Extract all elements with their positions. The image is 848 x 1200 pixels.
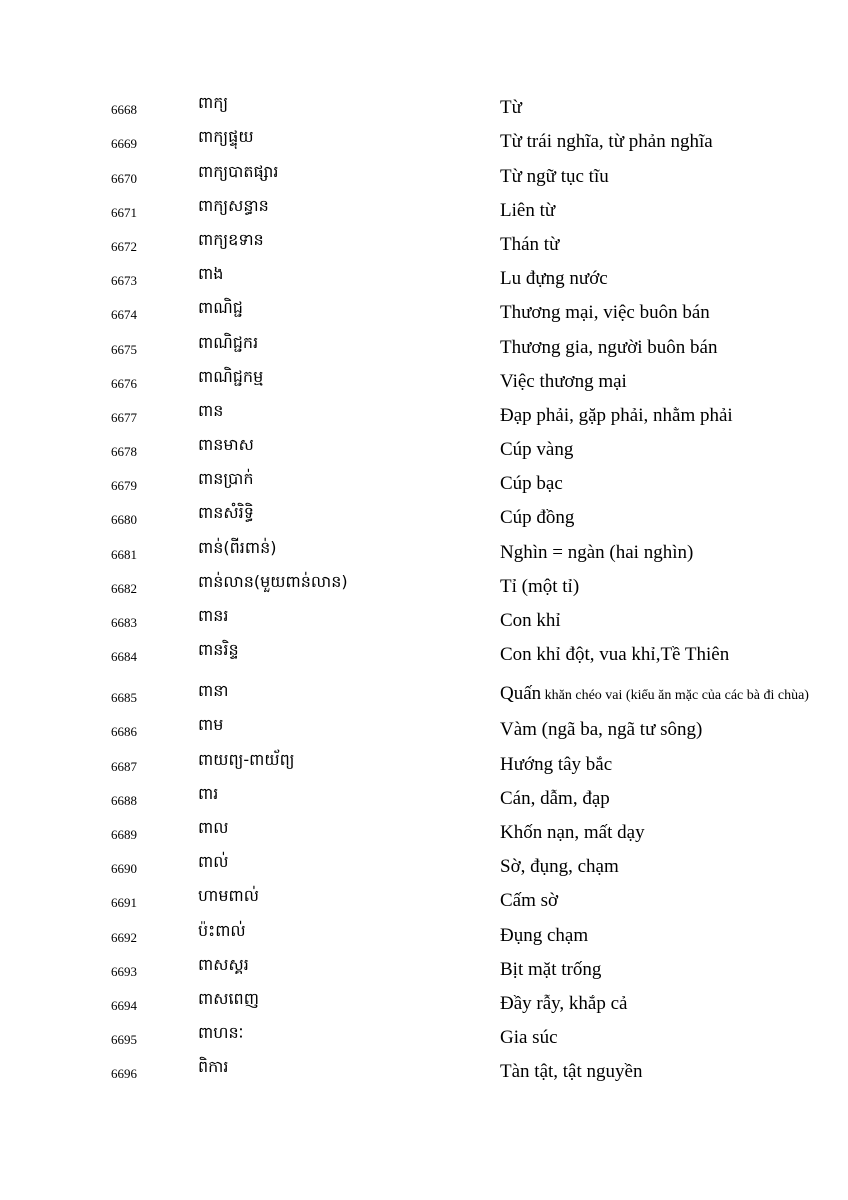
entry-list [0, 88, 848, 1086]
entry-number: 6675 [111, 341, 137, 357]
vietnamese-meaning: Cúp bạc [500, 473, 563, 495]
khmer-word: ពាង [198, 264, 224, 284]
vietnamese-meaning: Thương mại, việc buôn bán [500, 302, 710, 324]
vietnamese-meaning: Sờ, đụng, chạm [500, 856, 619, 878]
list-item [0, 744, 848, 778]
vietnamese-meaning-main: Quấn [500, 683, 542, 705]
vietnamese-meaning: Từ ngữ tục tĩu [500, 165, 609, 187]
list-item [0, 498, 848, 532]
khmer-word: ពារ [198, 783, 219, 803]
entry-number: 6679 [111, 478, 137, 494]
list-item [0, 464, 848, 498]
entry-number: 6685 [111, 690, 137, 706]
entry-number: 6676 [111, 375, 137, 391]
vietnamese-meaning: Thán từ [500, 233, 560, 255]
list-item [0, 669, 848, 710]
list-item [0, 225, 848, 259]
list-item [0, 915, 848, 949]
list-item [0, 1018, 848, 1052]
list-item [0, 191, 848, 225]
entry-number: 6687 [111, 758, 137, 774]
khmer-word: ពានមាស [198, 435, 254, 455]
list-item [0, 881, 848, 915]
entry-number: 6684 [111, 649, 137, 665]
list-item [0, 88, 848, 122]
vietnamese-meaning: Cán, dẫm, đạp [500, 787, 610, 809]
vietnamese-meaning: Liên từ [500, 199, 556, 221]
vietnamese-meaning: Vàm (ngã ba, ngã tư sông) [500, 719, 703, 741]
entry-number: 6682 [111, 580, 137, 596]
vietnamese-meaning-detail: khăn chéo vai (kiểu ăn mặc của các bà đi chùa) [541, 688, 809, 704]
entry-number: 6696 [111, 1066, 137, 1082]
khmer-word: ពាន់(ពីរពាន់) [198, 537, 277, 557]
entry-number: 6690 [111, 861, 137, 877]
entry-number: 6688 [111, 792, 137, 808]
vietnamese-meaning: Cấm sờ [500, 890, 559, 912]
vietnamese-meaning: Con khỉ [500, 610, 561, 631]
vietnamese-meaning: Con khỉ đột, vua khỉ,Tề Thiên [500, 644, 730, 666]
list-item [0, 984, 848, 1018]
vietnamese-meaning: Gia súc [500, 1027, 558, 1049]
khmer-word: ពាក្យ [198, 93, 229, 113]
khmer-word: ពាយព្យ-ពាយ័ព្យ [198, 749, 295, 769]
khmer-word: ពាម [198, 715, 224, 735]
entry-number: 6694 [111, 997, 137, 1013]
list-item [0, 430, 848, 464]
vietnamese-meaning: Nghìn = ngàn (hai nghìn) [500, 541, 694, 563]
list-item [0, 327, 848, 361]
list-item [0, 847, 848, 881]
khmer-word: ពាសពេញ [198, 988, 259, 1008]
list-item [0, 362, 848, 396]
list-item [0, 567, 848, 601]
entry-number: 6678 [111, 444, 137, 460]
khmer-word: ពាក្យបាតផ្សារ [198, 161, 279, 181]
list-item [0, 532, 848, 566]
vietnamese-meaning: Từ trái nghĩa, từ phản nghĩa [500, 131, 713, 153]
entry-number: 6686 [111, 724, 137, 740]
khmer-word: ប៉ះពាល់ [198, 920, 246, 940]
vietnamese-meaning: Tàn tật, tật nguyền [500, 1061, 643, 1083]
list-item [0, 813, 848, 847]
entry-number: 6692 [111, 929, 137, 945]
vietnamese-meaning: Đụng chạm [500, 924, 589, 946]
khmer-word: ពាក្យផ្ទុយ [198, 127, 254, 147]
list-item [0, 259, 848, 293]
vietnamese-meaning: Từ [500, 97, 522, 119]
khmer-word: ពាល់ [198, 852, 229, 872]
entry-number: 6695 [111, 1032, 137, 1048]
vietnamese-meaning: Cúp đồng [500, 507, 575, 529]
entry-number: 6670 [111, 170, 137, 186]
khmer-word: ពាន [198, 400, 224, 420]
list-item [0, 1052, 848, 1086]
vietnamese-meaning: Việc thương mại [500, 370, 627, 392]
list-item [0, 950, 848, 984]
entry-number: 6668 [111, 102, 137, 118]
khmer-word: ពានរ [198, 606, 229, 625]
khmer-word: ពាន់លាន(មួយពាន់លាន) [198, 571, 348, 591]
entry-number: 6691 [111, 895, 137, 911]
vietnamese-meaning: Thương gia, người buôn bán [500, 336, 718, 358]
khmer-word: ពានរិន្ទ [198, 640, 239, 660]
list-item [0, 156, 848, 190]
entry-number: 6681 [111, 546, 137, 562]
khmer-word: ពាហនៈ [198, 1023, 244, 1043]
list-item [0, 122, 848, 156]
khmer-word: ពាក្យឧទាន [198, 229, 264, 249]
list-item [0, 635, 848, 669]
entry-number: 6671 [111, 204, 137, 220]
khmer-word: ពិការ [198, 1057, 229, 1077]
khmer-word: ពាសស្គរ [198, 954, 249, 974]
entry-number: 6669 [111, 136, 137, 152]
khmer-word: ពាល [198, 817, 229, 837]
list-item [0, 779, 848, 813]
entry-number: 6673 [111, 273, 137, 289]
list-item [0, 710, 848, 744]
khmer-word: ពាក្យសន្ធាន [198, 195, 269, 215]
khmer-word: ពានប្រាក់ [198, 469, 254, 489]
entry-number: 6693 [111, 963, 137, 979]
list-item [0, 293, 848, 327]
vietnamese-meaning: Lu đựng nước [500, 268, 608, 290]
khmer-word: ពានសំរិទ្ធិ [198, 503, 254, 523]
vietnamese-meaning [500, 683, 809, 706]
vietnamese-meaning: Bịt mặt trống [500, 958, 602, 980]
entry-number: 6680 [111, 512, 137, 528]
vietnamese-meaning: Khốn nạn, mất dạy [500, 821, 645, 843]
khmer-word: ពាណិជ្ជកម្ម [198, 366, 264, 386]
vietnamese-meaning: Hướng tây bắc [500, 753, 613, 775]
list-item [0, 396, 848, 430]
entry-number: 6677 [111, 409, 137, 425]
khmer-word: ពាណិជ្ជករ [198, 332, 259, 352]
entry-number: 6672 [111, 238, 137, 254]
khmer-word: ពានា [198, 681, 229, 701]
vietnamese-meaning: Đạp phải, gặp phải, nhằm phải [500, 404, 733, 426]
entry-number: 6674 [111, 307, 137, 323]
entry-number: 6683 [111, 615, 137, 630]
khmer-word: ពាណិជ្ជ [198, 298, 243, 318]
vietnamese-meaning: Cúp vàng [500, 439, 574, 461]
vietnamese-meaning: Tỉ (một tỉ) [500, 575, 580, 597]
vietnamese-meaning: Đầy rẫy, khắp cả [500, 992, 628, 1014]
khmer-word: ហាមពាល់ [198, 886, 259, 906]
list-item [0, 601, 848, 635]
entry-number: 6689 [111, 826, 137, 842]
